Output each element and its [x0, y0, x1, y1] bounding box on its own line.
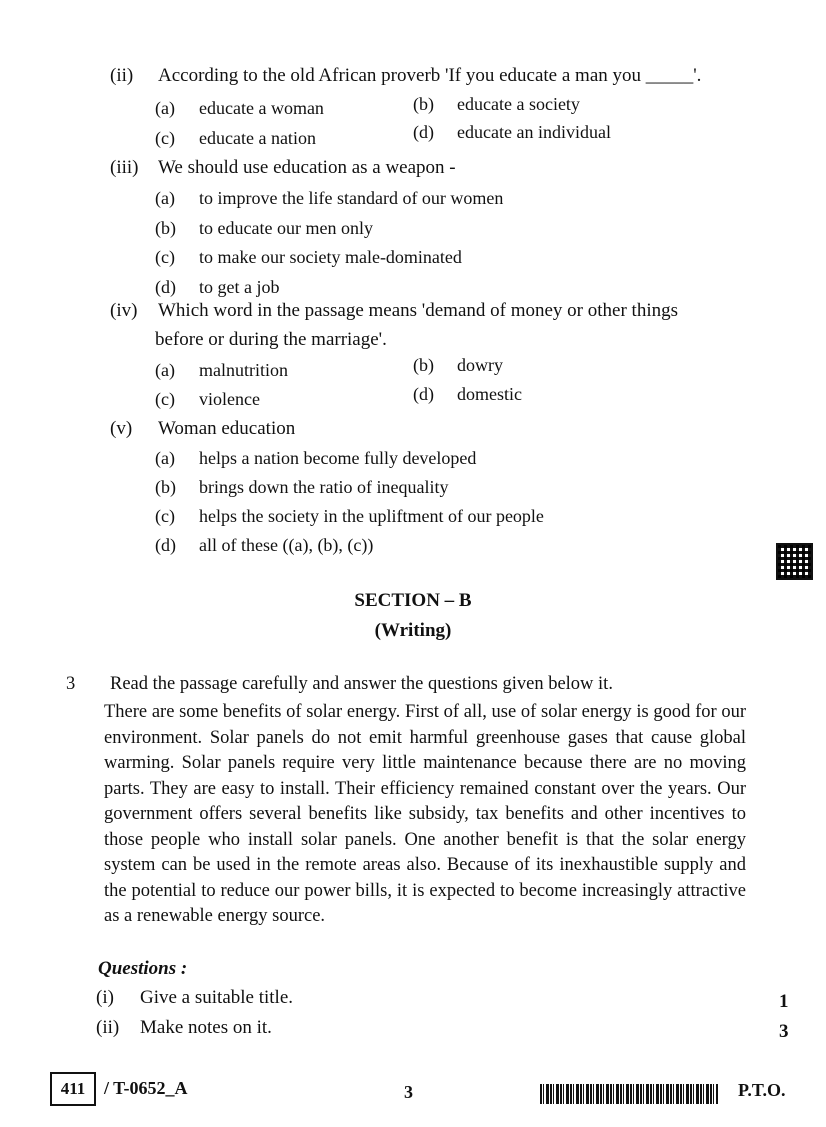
- question-iv: [110, 299, 678, 323]
- option-c: (c) educate a nation: [155, 128, 316, 148]
- question-number: (iv): [110, 300, 138, 321]
- option-a: (a) to improve the life standard of our women: [155, 188, 504, 208]
- option-c: (c) to make our society male-dominated: [155, 247, 462, 267]
- question-v: [110, 417, 295, 441]
- exam-code-box: 411: [50, 1072, 96, 1106]
- page-number: 3: [404, 1082, 413, 1102]
- question-3-number: 3: [66, 674, 76, 694]
- option-c: (c) helps the society in the upliftment of our people: [155, 506, 544, 526]
- option-b: (b) educate a society: [413, 94, 580, 114]
- question-text: Which word in the passage means 'demand of money or other things: [158, 300, 678, 321]
- option-a: (a) malnutrition: [155, 360, 288, 380]
- option-d: (d) domestic: [413, 384, 522, 404]
- page-footer: [0, 1072, 826, 1112]
- question-text: According to the old African proverb 'If you educate a man you _____'.: [158, 65, 702, 86]
- marks: 1: [779, 991, 789, 1012]
- qr-code-icon: [776, 543, 813, 580]
- sub-question-ii: [96, 1016, 272, 1040]
- question-text: Woman education: [158, 418, 296, 439]
- question-text: We should use education as a weapon -: [158, 157, 456, 178]
- question-number: (ii): [110, 65, 134, 86]
- option-a: (a) educate a woman: [155, 98, 324, 118]
- question-ii: [110, 64, 701, 88]
- sub-question-number: (i): [96, 987, 114, 1008]
- passage-text: There are some benefits of solar energy. First of all, use of solar energy is good for our environment. Solar panels do not emit harmful greenhouse gases that cause global warming. Solar panels require very little maintenance because there are no moving parts. They are easy to install. Their efficiency remained constant over the years. Our government offers several benefits like subsidy, tax benefits and other incentives to those people who install solar panels. One another benefit is that the solar energy system can be used in the remote areas also. Because of its inexhaustible supply and the potential to reduce our power bills, it is expected to become increasingly attractive as a renewable energy source.: [104, 702, 746, 926]
- sub-question-i: [96, 986, 293, 1010]
- questions-heading: Questions :: [98, 958, 188, 979]
- question-iii: [110, 156, 456, 180]
- question-number: (v): [110, 418, 133, 439]
- question-number: (iii): [110, 157, 139, 178]
- marks: 3: [779, 1021, 789, 1042]
- question-3-instruction: Read the passage carefully and answer the questions given below it.: [110, 674, 613, 694]
- option-a: (a) helps a nation become fully developed: [155, 448, 477, 468]
- question-text-continued: before or during the marriage'.: [155, 329, 387, 350]
- option-d: (d) educate an individual: [413, 122, 611, 142]
- option-c: (c) violence: [155, 389, 260, 409]
- sub-question-text: Give a suitable title.: [140, 987, 294, 1008]
- sub-question-number: (ii): [96, 1017, 120, 1038]
- section-subtitle: (Writing): [374, 620, 452, 641]
- option-b: (b) brings down the ratio of inequality: [155, 477, 449, 497]
- option-b: (b) dowry: [413, 355, 503, 375]
- option-d: (d) all of these ((a), (b), (c)): [155, 535, 374, 555]
- section-title: SECTION – B: [354, 590, 472, 611]
- pto-label: P.T.O.: [738, 1080, 786, 1100]
- barcode-icon: [540, 1084, 718, 1104]
- paper-code: / T-0652_A: [104, 1078, 188, 1098]
- sub-question-text: Make notes on it.: [140, 1017, 272, 1038]
- option-b: (b) to educate our men only: [155, 218, 373, 238]
- option-d: (d) to get a job: [155, 277, 280, 297]
